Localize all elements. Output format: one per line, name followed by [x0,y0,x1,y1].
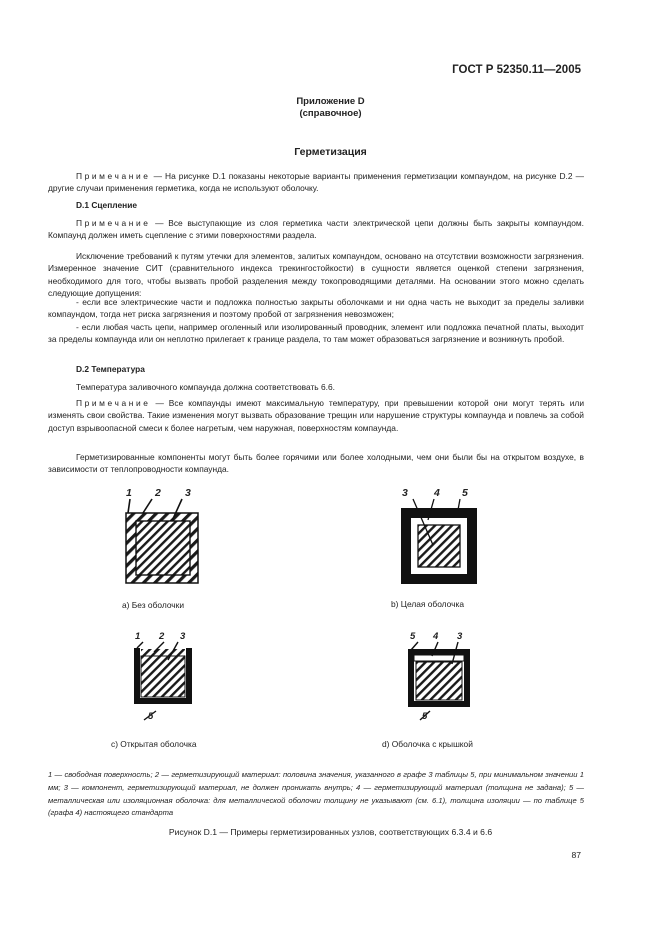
subsection-d1-heading: D.1 Сцепление [76,200,138,210]
document-header: ГОСТ Р 52350.11—2005 [452,64,581,76]
note-text: — На рисунке D.1 показаны некоторые варианты применения герметизации компаундом, на рисунке D.2 — другие случаи применения герметика, когда не используют оболочку. [48,171,584,194]
component [141,656,185,697]
note-label: Примечание [76,171,151,181]
callout-label: 5 [422,711,428,722]
figure-c-caption: c) Открытая оболочка [111,739,197,749]
note-text: — Все компаунды имеют максимальную температуру, при превышении которой они могут терять или изменять свои свойства. Такие изменения могут вызвать образование трещин или нарушение структуры компаунда и повлечь за собой доступ взрывоопасной смеси к более нагретым, чем наружная, поверхностям компаунда. [48,398,584,433]
callout-label: 4 [433,631,439,642]
callout-label: 2 [155,487,161,499]
callout-label: 3 [457,631,463,642]
d2-paragraph-1: Температура заливочного компаунда должна соответствовать 6.6. [76,382,335,392]
figure-b-caption: b) Целая оболочка [391,599,465,609]
leader-line [137,642,143,648]
leader-line [411,642,418,650]
page-number: 87 [571,850,581,860]
leader-line [143,499,152,513]
figure-c-drawing [134,642,192,720]
d1-bullet-2: - если любая часть цепи, например оголенный или изолированный проводник, элемент или подложка печатной платы, выходит за пределы компаунда или он неплотно прилегает к границе раздела, то там может образоваться загрязнение и возникнуть пробой. [48,322,584,345]
callout-label: 5 [410,631,416,642]
figure-legend: 1 — свободная поверхность; 2 — герметизирующий материал: половина значения, указанного в графе 3 таблицы 5, при минимальном значении 1 мм; 3 — компонент, герметизирующий материал, не должен проникать внутрь; 4 — герметизирующий материал (толщина не задана); 5 — металлическая или изоляционная оболочка: для металлической оболочки толщину не указывают (см. 6.1), толщина изоляции — по таблице 5 (графа 4) настоящего стандарта [48,770,584,818]
figure-d-drawing [408,642,470,720]
callout-label: 1 [135,631,141,642]
callout-label: 4 [434,487,440,499]
annex-title: Приложение D [296,96,365,107]
callout-label: 5 [462,487,468,499]
section-title: Герметизация [294,146,367,158]
figure-b-drawing [401,499,477,584]
d1-bullet-1: - если все электрические части и подложка полностью закрыты оболочками и ни одна часть не выходит за пределы заливки компаундом, тогда нет риска загрязнения и поэтому пробой от загрязнения невозможен; [48,297,584,320]
component [418,525,460,567]
annex-subtitle: (справочное) [299,108,362,119]
callout-label: 5 [148,711,154,722]
sealing-material [414,655,464,661]
d2-paragraph-2: Герметизированные компоненты могут быть более горячими или более холодными, чем они были бы на открытом воздухе, в зависимости от теплопроводности компаунда. [48,452,584,475]
callout-label: 1 [126,487,132,499]
note-text: — Все выступающие из слоя герметика части электрической цепи должны быть закрыты компаундом. Компаунд должен иметь сцепление с этими поверхностями раздела. [48,218,584,241]
callout-label: 3 [402,487,408,499]
figure-caption: Рисунок D.1 — Примеры герметизированных узлов, соответствующих 6.3.4 и 6.6 [168,827,493,837]
note-label: Примечание [76,398,151,408]
subsection-d2-heading: D.2 Температура [76,364,145,374]
callout-label: 3 [185,487,191,499]
note-label: Примечание [76,218,151,228]
figure-d-caption: d) Оболочка с крышкой [382,739,473,749]
component [416,662,462,700]
leader-line [128,499,130,513]
d1-paragraph: Исключение требований к путям утечки для элементов, залитых компаундом, основано на отсутствии возможности загрязнения. Измеренное значение СИТ (сравнительного индекса трекингостойкости) в сущности является оценкой степени загрязнения, необходимого для того, чтобы вызвать пробой разделения между токопроводящими деталями. На основании этого можно сделать следующие допущения: [48,251,584,299]
figure-a-caption: a) Без оболочки [122,600,184,610]
component [136,521,190,575]
figure-a-drawing [126,499,198,583]
callout-label: 3 [180,631,186,642]
callout-label: 2 [159,631,165,642]
